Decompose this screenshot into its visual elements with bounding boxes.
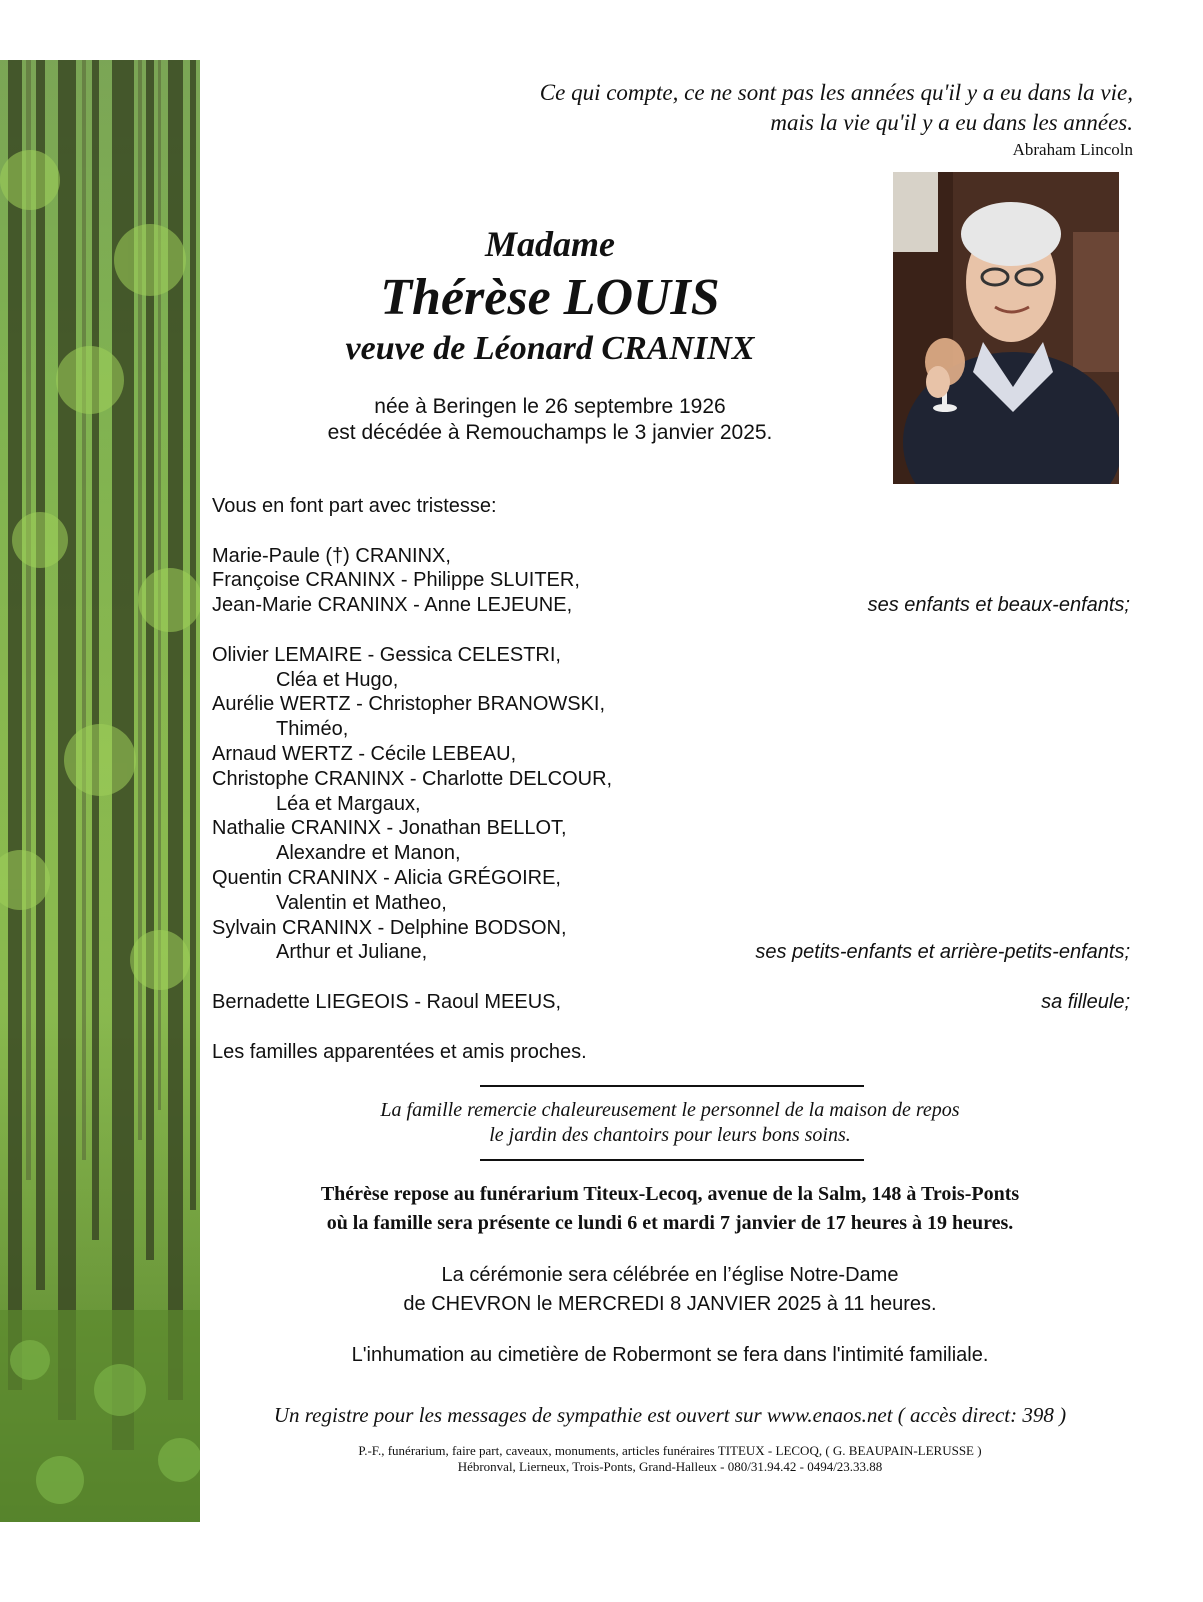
list-item [212, 990, 1130, 1015]
list-item: Françoise CRANINX - Philippe SLUITER, [212, 569, 580, 592]
list-item: Thiméo, [276, 718, 349, 741]
condolence-register: Un registre pour les messages de sympathie est ouvert sur www.enaos.net ( accès direct: 398 ) [273, 1403, 1067, 1427]
grandchild-name: Arthur et Juliane, [276, 941, 428, 964]
children-role: ses enfants et beaux-enfants; [867, 594, 1130, 617]
grandchildren-role: ses petits-enfants et arrière-petits-enfants; [755, 941, 1130, 964]
thanks-note [210, 1098, 1130, 1148]
divider-bottom [480, 1159, 864, 1161]
visitation-info [210, 1180, 1130, 1238]
birth-death-info [210, 394, 890, 446]
title-madame: Madame [485, 224, 615, 264]
burial-info: L'inhumation au cimetière de Robermont se fera dans l'intimité familiale. [351, 1344, 989, 1366]
footer-line-1: P.-F., funérarium, faire part, caveaux, monuments, articles funéraires TITEUX - LECOQ, ( G. BEAUPAIN-LERUSSE ) [358, 1443, 982, 1458]
list-item: Valentin et Matheo, [276, 891, 447, 914]
quote-line-1: Ce qui compte, ce ne sont pas les années qu'il y a eu dans la vie, [539, 80, 1133, 105]
list-item: Marie-Paule (†) CRANINX, [212, 544, 451, 567]
divider-top [480, 1085, 864, 1087]
list-item: Sylvain CRANINX - Delphine BODSON, [212, 916, 567, 939]
list-item: Aurélie WERTZ - Christopher BRANOWSKI, [212, 693, 606, 716]
child-name: Jean-Marie CRANINX - Anne LEJEUNE, [212, 594, 573, 617]
funeral-home-footer [210, 1443, 1130, 1475]
other-family: Les familles apparentées et amis proches. [212, 1040, 587, 1063]
portrait-photo [893, 172, 1119, 484]
deceased-name: Thérèse LOUIS [380, 269, 720, 326]
ceremony-info [210, 1261, 1130, 1319]
ceremony-line-2: de CHEVRON le MERCREDI 8 JANVIER 2025 à 11 heures. [403, 1293, 937, 1315]
list-item: Léa et Margaux, [276, 792, 421, 815]
list-item: Olivier LEMAIRE - Gessica CELESTRI, [212, 643, 561, 666]
footer-line-2: Hébronval, Lierneux, Trois-Ponts, Grand-Halleux - 080/31.94.42 - 0494/23.33.88 [457, 1459, 883, 1474]
widow-of: veuve de Léonard CRANINX [345, 330, 755, 367]
thanks-line-1: La famille remercie chaleureusement le personnel de la maison de repos [380, 1099, 960, 1121]
list-item: Nathalie CRANINX - Jonathan BELLOT, [212, 817, 567, 840]
repose-line-2: où la famille sera présente ce lundi 6 et mardi 7 janvier de 17 heures à 19 heures. [326, 1212, 1014, 1234]
ceremony-line-1: La cérémonie sera célébrée en l’église Notre-Dame [441, 1264, 899, 1286]
list-item: Alexandre et Manon, [276, 842, 461, 865]
list-item: Arnaud WERTZ - Cécile LEBEAU, [212, 742, 517, 765]
quote-line-2: mais la vie qu'il y a eu dans les années. [770, 110, 1133, 135]
epigraph-quote [540, 78, 1133, 138]
birth-line: née à Beringen le 26 septembre 1926 [374, 395, 726, 418]
family-intro: Vous en font part avec tristesse: [212, 495, 497, 517]
death-line: est décédée à Remouchamps le 3 janvier 2025. [327, 421, 773, 444]
thanks-line-2: le jardin des chantoirs pour leurs bons soins. [489, 1124, 851, 1146]
list-item: Cléa et Hugo, [276, 668, 399, 691]
quote-author: Abraham Lincoln [1012, 140, 1133, 159]
repose-line-1: Thérèse repose au funérarium Titeux-Lecoq, avenue de la Salm, 148 à Trois-Ponts [320, 1183, 1020, 1205]
forest-image [0, 60, 200, 1522]
goddaughter-name: Bernadette LIEGEOIS - Raoul MEEUS, [212, 990, 562, 1013]
family-list [212, 494, 1130, 1064]
list-item: Quentin CRANINX - Alicia GRÉGOIRE, [212, 866, 561, 889]
goddaughter-role: sa filleule; [1041, 990, 1130, 1013]
list-item [212, 593, 1130, 618]
list-item [212, 940, 1130, 965]
list-item: Christophe CRANINX - Charlotte DELCOUR, [212, 767, 613, 790]
